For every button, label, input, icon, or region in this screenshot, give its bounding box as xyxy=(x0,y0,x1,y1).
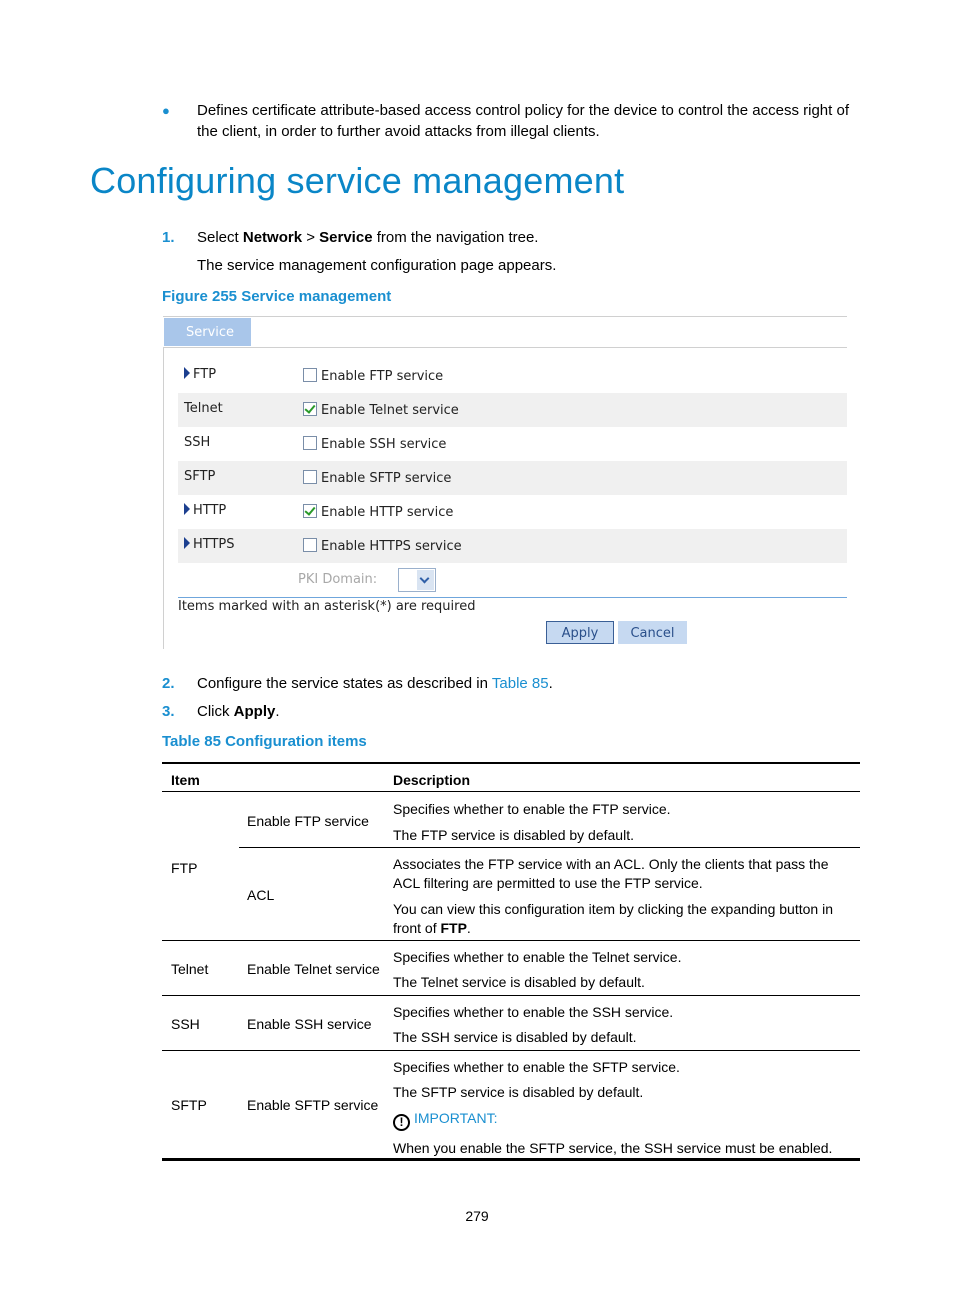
apply-button[interactable]: Apply xyxy=(546,621,614,644)
tab-bar xyxy=(163,316,847,348)
page-number: 279 xyxy=(465,1208,489,1224)
service-row-http: HTTP Enable HTTP service xyxy=(178,495,847,529)
service-management-figure xyxy=(163,316,847,649)
required-note: Items marked with an asterisk(*) are required xyxy=(178,599,476,614)
ftp-checkbox[interactable] xyxy=(303,368,317,382)
http-expand[interactable]: HTTP xyxy=(184,503,226,518)
section-title: Configuring service management xyxy=(90,160,625,201)
service-row-ftp: FTP Enable FTP service xyxy=(178,359,847,393)
bullet-icon: ● xyxy=(162,103,170,118)
item-ftp: FTP xyxy=(171,860,198,876)
https-expand[interactable]: HTTPS xyxy=(184,537,235,552)
ssh-checkbox[interactable] xyxy=(303,436,317,450)
item-telnet: Telnet xyxy=(171,961,209,977)
service-row-ssh: SSH Enable SSH service xyxy=(184,435,447,452)
expand-arrow-icon[interactable] xyxy=(184,367,190,379)
expand-arrow-icon[interactable] xyxy=(184,537,190,549)
tab-service[interactable]: Service xyxy=(164,318,251,346)
service-row-https: HTTPS Enable HTTPS service xyxy=(178,529,847,563)
header-item: Item xyxy=(171,772,200,788)
subitem-acl: ACL xyxy=(247,887,275,903)
important-icon: ! xyxy=(393,1114,410,1131)
service-row-sftp: SFTP Enable SFTP service xyxy=(178,461,847,495)
cancel-button[interactable]: Cancel xyxy=(618,621,687,644)
ftp-expand[interactable]: FTP xyxy=(184,367,216,382)
header-description: Description xyxy=(393,772,471,788)
item-sftp: SFTP xyxy=(171,1097,207,1113)
intro-text: Defines certificate attribute-based access control policy for the device to control the access right of the client, in order to further avoid attacks from illegal clients. xyxy=(197,102,849,140)
item-ssh: SSH xyxy=(171,1016,200,1032)
http-checkbox[interactable] xyxy=(303,504,317,518)
acl-note: You can view this configuration item by clicking the expanding button in front of FTP. xyxy=(393,901,833,936)
pki-domain-select[interactable] xyxy=(398,568,436,592)
https-checkbox[interactable] xyxy=(303,538,317,552)
table-caption: Table 85 Configuration items xyxy=(162,733,367,750)
sftp-checkbox[interactable] xyxy=(303,470,317,484)
figure-caption: Figure 255 Service management xyxy=(162,288,392,305)
service-row-telnet: Telnet Enable Telnet service xyxy=(178,393,847,427)
table-85-link[interactable]: Table 85 xyxy=(491,675,549,692)
important-note: ! IMPORTANT: xyxy=(393,1109,857,1131)
subitem-enable-ftp: Enable FTP service xyxy=(247,813,369,829)
expand-arrow-icon[interactable] xyxy=(184,503,190,515)
pki-domain-label: PKI Domain: xyxy=(298,572,378,587)
telnet-checkbox[interactable] xyxy=(303,402,317,416)
chevron-down-icon[interactable] xyxy=(417,570,434,590)
